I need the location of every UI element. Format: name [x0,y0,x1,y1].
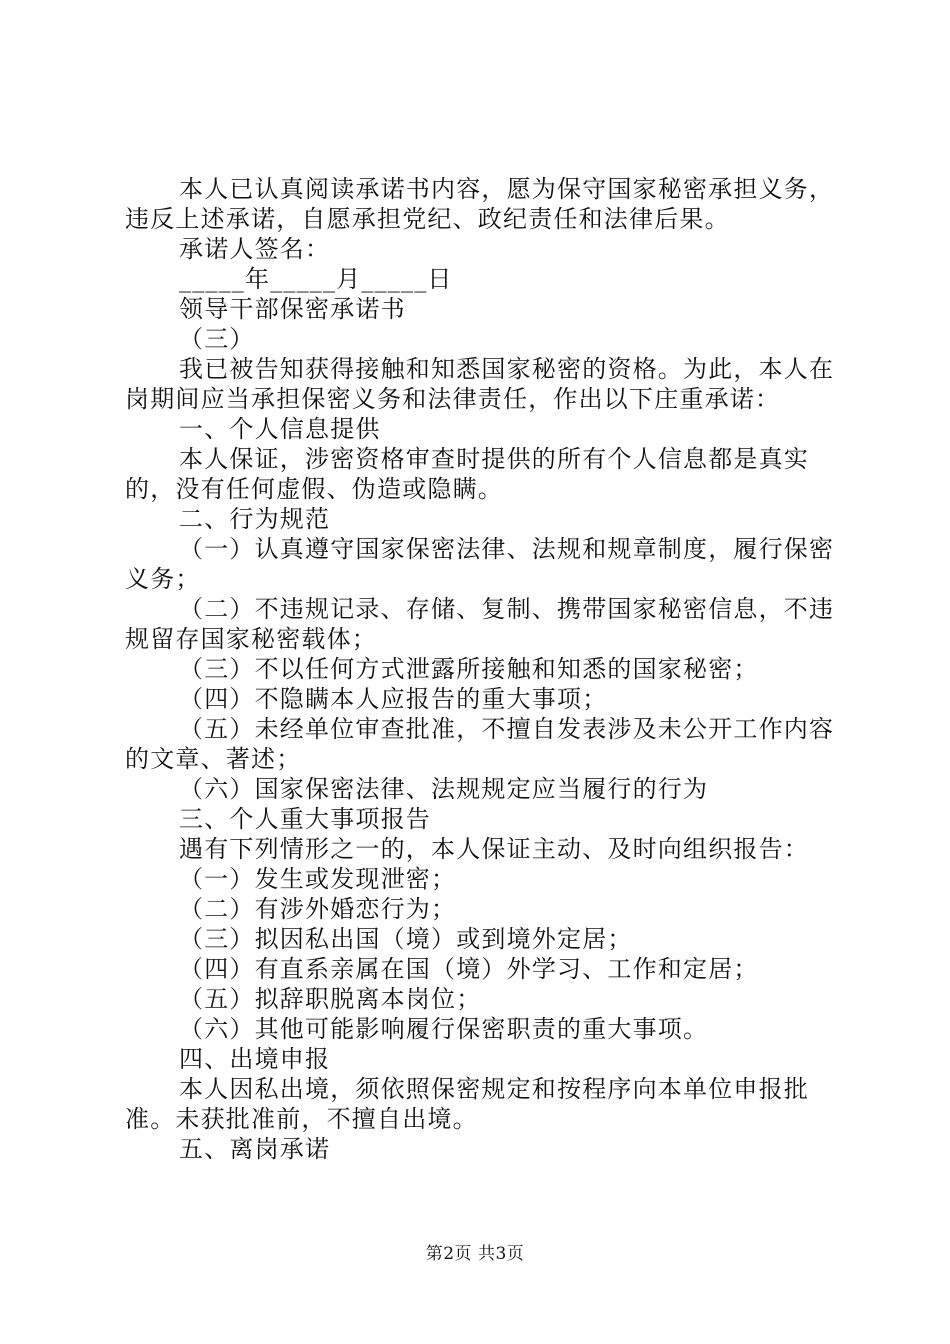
heading-major-matters: 三、个人重大事项报告 [179,805,431,833]
conduct-item: （三）不以任何方式泄露所接触和知悉的国家秘密； [179,655,759,683]
heading-exit-declaration: 四、出境申报 [179,1045,331,1073]
conduct-item: （五）未经单位审查批准，不擅自发表涉及未公开工作内容的文章、著述； [125,715,835,773]
major-matters-item: （三）拟因私出国（境）或到境外定居； [179,925,633,953]
major-matters-item: （六）其他可能影响履行保密职责的重大事项。 [179,1015,709,1043]
section-title: 领导干部保密承诺书 [179,295,406,323]
major-matters-intro: 遇有下列情形之一的，本人保证主动、及时向组织报告： [179,835,809,863]
major-matters-item: （四）有直系亲属在国（境）外学习、工作和定居； [179,955,759,983]
intro-paragraph: 我已被告知获得接触和知悉国家秘密的资格。为此，本人在岗期间应当承担保密义务和法律责任，作出以下庄重承诺： [125,355,835,413]
major-matters-item: （一）发生或发现泄密； [179,865,457,893]
date-line: _____年_____月_____日 [179,265,453,293]
section-number: （三） [179,325,255,353]
heading-conduct: 二、行为规范 [179,505,331,533]
conduct-item: （六）国家保密法律、法规规定应当履行的行为 [179,775,709,803]
conduct-item: （一）认真遵守国家保密法律、法规和规章制度，履行保密义务； [125,535,835,593]
conduct-item: （二）不违规记录、存储、复制、携带国家秘密信息，不违规留存国家秘密载体； [125,595,835,653]
heading-personal-info: 一、个人信息提供 [179,415,381,443]
major-matters-item: （五）拟辞职脱离本岗位； [179,985,482,1013]
major-matters-item: （二）有涉外婚恋行为； [179,895,457,923]
document-body [125,174,835,1164]
personal-info-paragraph: 本人保证，涉密资格审查时提供的所有个人信息都是真实的，没有任何虚假、伪造或隐瞒。 [125,445,809,503]
commitment-statement: 本人已认真阅读承诺书内容，愿为保守国家秘密承担义务，违反上述承诺，自愿承担党纪、政纪责任和法律后果。 [125,175,835,233]
signature-label: 承诺人签名： [179,235,331,263]
heading-leaving-post: 五、离岗承诺 [179,1135,331,1163]
exit-declaration-paragraph: 本人因私出境，须依照保密规定和按程序向本单位申报批准。未获批准前，不擅自出境。 [125,1075,809,1133]
conduct-item: （四）不隐瞒本人应报告的重大事项； [179,685,608,713]
page-footer: 第2页 共3页 [425,1244,525,1264]
